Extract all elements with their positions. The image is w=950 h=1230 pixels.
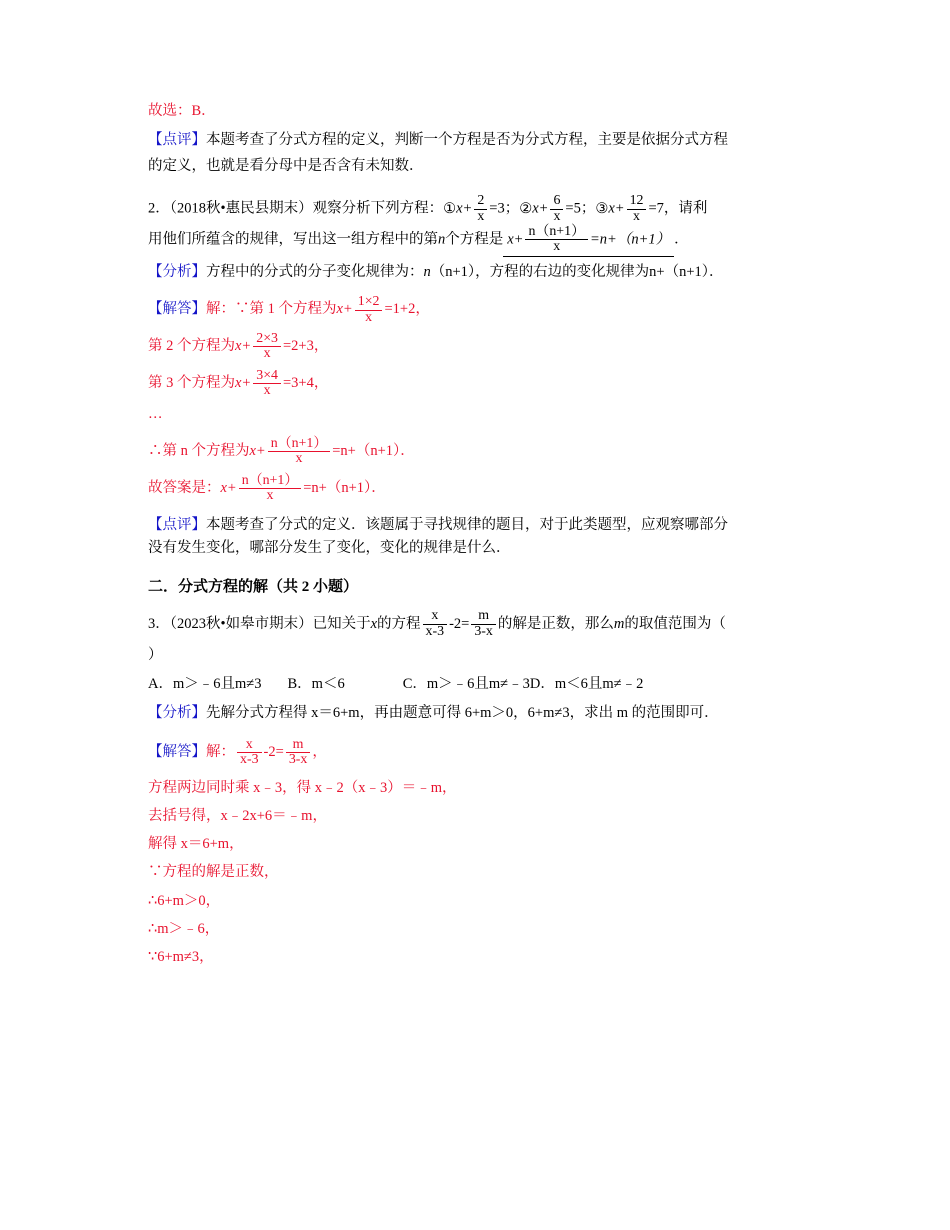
q2-ans-fraction [525,225,588,255]
q2-eq1-denominator: x [477,209,485,225]
q2-a3-numerator: 3×4 [253,369,281,385]
section-heading-2-text: 二．分式方程的解（共 2 小题） [148,578,359,595]
q3-s1-mid: -2= [263,743,284,760]
q2-comment-text-b: 没有发生变化，哪部分发生了变化，变化的规律是什么． [148,540,511,557]
q2-stem-2c: ． [674,231,689,248]
q3-step-7 [148,943,820,971]
answer-choice-text: 故选：B． [148,103,216,119]
q3-stem-c: 的解是正数，那么 [497,615,614,632]
q3-step-2-text: 去括号得，x﹣2x+6＝﹣m， [148,807,327,824]
q2-fin-lhs: x+ [220,480,237,497]
q2-stem-1: 观察分析下列方程： [312,200,444,217]
q2-ans-lhs: x+ [507,231,524,248]
q3-step-7-text: ∵6+m≠3， [148,949,214,966]
q2-an-fraction [268,437,331,467]
q2-eq3-denominator: x [633,209,640,225]
q2-an-lead: ∴第 n 个方程为 [148,443,250,460]
q3-choice-c[interactable]: C．m＞﹣6且m≠﹣3 [402,675,530,692]
q2-analysis-text-a: 方程中的分式的分子变化规律为： [206,263,424,280]
section-heading-2 [148,575,820,596]
q3-s1-end: ， [312,743,327,760]
q3-f1-numerator: x [423,609,448,625]
q3-s1-fraction-1 [237,738,262,768]
q3-answer-lead: 解： [206,743,235,760]
q2-a3-lhs: x+ [235,374,252,391]
q3-fraction-2 [471,609,496,639]
q3-step-3 [148,830,820,858]
q3-choices-row [148,673,820,696]
q2-a2-fraction [253,332,281,362]
q3-stem-x: x [370,615,378,632]
question-3-stem [148,606,820,644]
q2-stem-2b: 个方程是 [445,231,504,248]
q3-analysis-tag: 【分析】 [148,705,206,722]
q3-s1-f2-denominator: 3-x [288,752,308,768]
q2-eq2-fraction [550,194,563,224]
q3-choice-d[interactable]: D．m＜6且m≠﹣2 [529,675,644,692]
q3-stem-e: ） [148,646,163,663]
q2-answer-blank [503,225,674,257]
q2-eq1-fraction [474,194,487,224]
q2-eq2-rhs: =5； [565,200,596,217]
q2-an-numerator: n（n+1） [268,437,331,453]
q2-analysis [148,261,820,284]
q3-analysis-text: 先解分式方程得 x＝6+m，再由题意可得 6+m＞0，6+m≠3，求出 m 的范围即可． [206,705,719,722]
q3-stem-b: 的方程 [377,615,421,632]
q2-a2-numerator: 2×3 [253,332,281,348]
q2-a1-numerator: 1×2 [355,295,383,311]
q3-step-6 [148,915,820,943]
q2-a1-rhs: =1+2， [384,301,430,318]
q2-fin-denominator: x [266,488,274,504]
q2-eq3-rhs: =7，请利 [648,200,708,217]
q3-s1-f2-numerator: m [286,738,311,754]
q2-a2-lhs: x+ [235,338,252,355]
q2-eq1-numerator: 2 [474,194,487,210]
q2-answer-line3 [148,366,820,401]
q2-eq2-circle: ② [519,200,533,217]
q3-s1-f1-denominator: x-3 [240,752,259,768]
q2-comment-tag: 【点评】 [148,516,206,533]
q2-eq3-fraction [627,194,647,224]
q2-a3-denominator: x [263,383,271,399]
q2-ans-denominator: x [553,239,561,255]
q3-step-2 [148,802,820,830]
q3-f2-denominator: 3-x [474,624,493,640]
q2-ans-numerator: n（n+1） [525,225,588,241]
question-2-stem-cont [148,225,820,257]
q2-stem-n: n [438,231,446,248]
q2-analysis-n: n [423,263,431,280]
q2-answer-ellipsis [148,403,820,426]
q3-step-4-text: ∵方程的解是正数， [148,864,279,881]
q3-step-6-text: ∴m＞﹣6， [148,920,220,937]
q2-answer-tag: 【解答】 [148,301,206,318]
q3-s1-f1-numerator: x [237,738,262,754]
q3-f1-denominator: x-3 [425,624,445,640]
q2-eq2-numerator: 6 [550,194,563,210]
q2-analysis-text-b: （n+1），方程的右边的变化规律为n+（n+1）． [430,263,724,280]
q2-eq1-rhs: =3； [489,200,520,217]
q3-choice-b[interactable]: B．m＜6 [287,675,345,692]
q2-eq2-denominator: x [553,209,561,225]
q2-a3-fraction [253,369,281,399]
answer-choice-line [148,100,820,123]
comment-tag: 【点评】 [148,132,206,149]
q2-ellipsis: … [148,405,163,422]
q3-s1-fraction-2 [286,738,311,768]
q3-stem-m: m [613,615,625,632]
q2-final-lead: 故答案是： [148,480,221,497]
q2-fin-numerator: n（n+1） [239,474,302,490]
q2-eq3-numerator: 12 [627,194,647,210]
q2-an-rhs: =n+（n+1）． [332,443,415,460]
q3-step-5 [148,887,820,915]
comment-block-1 [148,129,820,152]
q2-fin-fraction [239,474,302,504]
q3-step-5-text: ∴6+m＞0， [148,892,221,909]
q2-comment-cont [148,537,820,560]
q3-fraction-1 [423,609,448,639]
q3-stem-close [148,644,820,667]
document-content [148,100,820,972]
q3-stem-d: 的取值范围为（ [624,615,726,632]
q2-a1-fraction [355,295,383,325]
q2-number: 2． [148,200,170,217]
q2-analysis-tag: 【分析】 [148,263,206,280]
comment-text-line1: 本题考查了分式方程的定义，判断一个方程是否为分式方程，主要是依据分式方程 [206,132,728,149]
q2-an-denominator: x [295,451,303,467]
q3-step-4 [148,858,820,886]
q2-eq1-circle: ① [443,200,457,217]
q2-final-answer [148,471,820,506]
q2-fin-rhs: =n+（n+1）． [303,480,386,497]
q2-stem-2a: 用他们所蕴含的规律，写出这一组方程中的第 [148,231,438,248]
q3-choice-a[interactable]: A．m＞﹣6且m≠3 [148,675,262,692]
comment-block-1-cont [148,155,820,178]
question-2-stem [148,194,820,224]
q2-a3-rhs: =3+4， [282,374,329,391]
q2-comment [148,514,820,537]
q2-a1-denominator: x [365,309,373,325]
q2-an-lhs: x+ [249,443,266,460]
comment-text-line2: 的定义，也就是看分母中是否含有未知数． [148,157,424,174]
q2-eq3-lhs: x+ [608,200,625,217]
q2-eq3-circle: ③ [595,200,609,217]
q3-stem-a: 已知关于 [312,615,371,632]
q3-mid-operator: -2= [449,615,470,632]
q2-eq1-lhs: x+ [456,200,473,217]
q3-f2-numerator: m [471,609,496,625]
q3-number: 3． [148,615,170,632]
q2-a3-lead: 第 3 个方程为 [148,374,235,391]
q3-source: （2023秋•如皋市期末） [169,615,313,632]
q3-step-1 [148,774,820,802]
q2-ans-rhs: =n+（n+1） [590,231,671,248]
q2-a2-rhs: =2+3， [282,338,329,355]
q3-answer-first [148,734,820,772]
q2-comment-text-a: 本题考查了分式的定义．该题属于寻找规律的题目，对于此类题型，应观察哪部分 [206,516,728,533]
q2-a2-denominator: x [263,346,271,362]
q2-eq2-lhs: x+ [532,200,549,217]
q2-answer-first [148,292,820,327]
q2-answer-general [148,434,820,469]
q3-step-3-text: 解得 x＝6+m， [148,836,244,853]
q2-source: （2018秋•惠民县期末） [169,200,313,217]
q3-analysis [148,702,820,725]
q3-answer-tag: 【解答】 [148,743,206,760]
q2-a2-lead: 第 2 个方程为 [148,338,235,355]
q2-answer-line2 [148,329,820,364]
q2-answer-lead: 解：∵第 1 个方程为 [206,301,337,318]
q2-a1-lhs: x+ [336,301,353,318]
q3-step-1-text: 方程两边同时乘 x﹣3，得 x﹣2（x﹣3）＝﹣m， [148,779,457,796]
